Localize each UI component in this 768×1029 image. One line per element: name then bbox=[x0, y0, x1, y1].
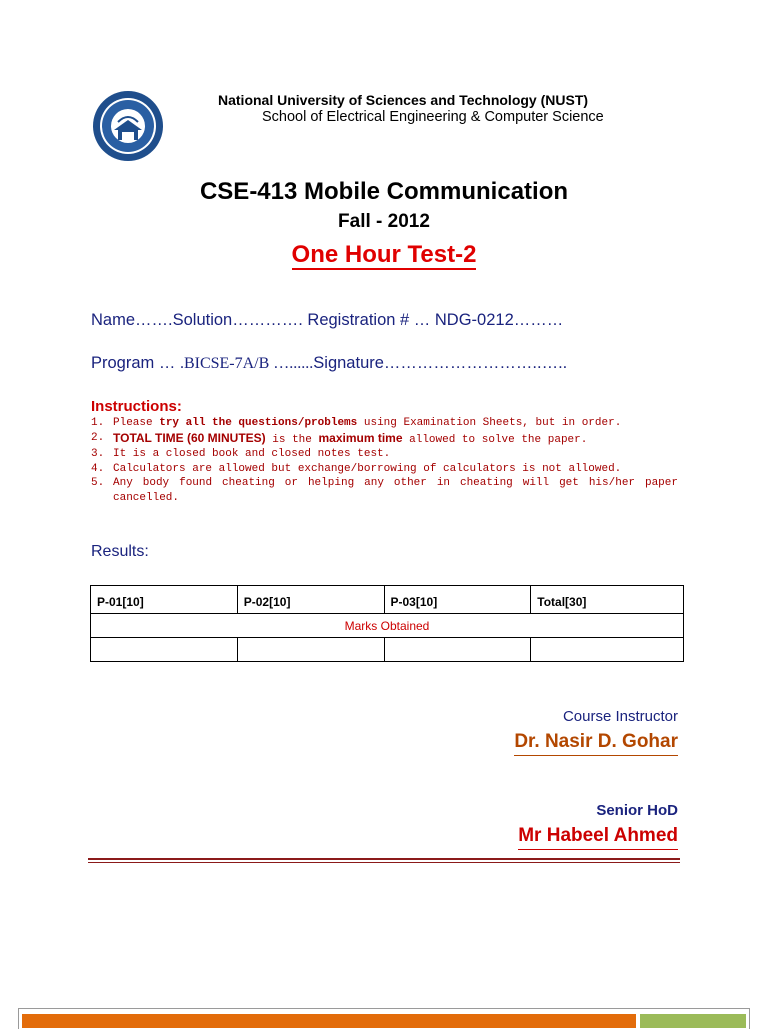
instruction-text: It is a closed book and closed notes test. bbox=[113, 448, 391, 460]
table-cell bbox=[531, 638, 684, 662]
registration-field: Registration # … NDG-0212……… bbox=[307, 311, 564, 329]
footer-orange-bar bbox=[22, 1014, 636, 1028]
instruction-item bbox=[91, 447, 678, 462]
course-title: CSE-413 Mobile Communication bbox=[199, 178, 569, 205]
instruction-text: allowed to solve the paper. bbox=[402, 433, 588, 446]
instruction-bold-text: TOTAL TIME (60 MINUTES) bbox=[113, 430, 266, 445]
results-table bbox=[90, 585, 684, 662]
results-label: Results: bbox=[91, 543, 149, 560]
name-field: Name…….Solution…………. bbox=[91, 311, 308, 329]
column-header: P-01[10] bbox=[91, 586, 238, 614]
signature-field: Signature………………………..….. bbox=[313, 354, 568, 372]
instructions-list bbox=[91, 416, 678, 505]
marks-obtained-label: Marks Obtained bbox=[91, 614, 684, 638]
table-row bbox=[91, 638, 684, 662]
table-row bbox=[91, 614, 684, 638]
table-cell bbox=[384, 638, 531, 662]
column-header: P-03[10] bbox=[384, 586, 531, 614]
instruction-bold-text: maximum time bbox=[318, 430, 403, 445]
course-instructor-name: Dr. Nasir D. Gohar bbox=[514, 731, 678, 756]
instruction-item bbox=[91, 431, 678, 448]
instruction-number: 4. bbox=[91, 462, 105, 475]
test-title bbox=[0, 241, 768, 269]
column-header: Total[30] bbox=[531, 586, 684, 614]
instruction-text: Please bbox=[113, 417, 160, 429]
instruction-item bbox=[91, 416, 678, 431]
test-title-text: One Hour Test-2 bbox=[291, 241, 477, 268]
divider bbox=[88, 862, 680, 863]
instruction-text: using Examination Sheets, but in order. bbox=[357, 417, 622, 429]
instruction-text: Any body found cheating or helping any other in cheating will get his/her paper cancelled. bbox=[113, 477, 678, 504]
instruction-text: Calculators are allowed but exchange/borrowing of calculators is not allowed. bbox=[113, 462, 622, 475]
instruction-item bbox=[91, 476, 678, 505]
instruction-number: 5. bbox=[91, 477, 105, 489]
table-cell bbox=[91, 638, 238, 662]
program-value: .BICSE-7A/B …...... bbox=[179, 355, 314, 372]
instruction-bold-text: try all the questions/problems bbox=[159, 417, 358, 429]
footer-green-bar bbox=[640, 1014, 746, 1028]
semester: Fall - 2012 bbox=[338, 211, 430, 232]
course-instructor-label: Course Instructor bbox=[562, 708, 678, 725]
name-registration-line bbox=[91, 311, 563, 330]
divider bbox=[88, 858, 680, 860]
program-signature-line bbox=[91, 354, 567, 373]
program-label: Program … bbox=[91, 354, 180, 372]
school-name: School of Electrical Engineering & Computer Science bbox=[262, 109, 604, 125]
instruction-number: 2. bbox=[91, 431, 105, 444]
university-name: National University of Sciences and Technology (NUST) bbox=[218, 92, 589, 108]
instruction-number: 1. bbox=[91, 417, 105, 429]
instruction-text: is the bbox=[265, 433, 319, 446]
senior-hod-label: Senior HoD bbox=[596, 802, 678, 819]
senior-hod-name: Mr Habeel Ahmed bbox=[518, 825, 678, 850]
nust-logo-icon bbox=[92, 90, 164, 162]
instruction-item bbox=[91, 462, 678, 477]
table-header-row bbox=[91, 586, 684, 614]
table-cell bbox=[237, 638, 384, 662]
instruction-number: 3. bbox=[91, 448, 105, 460]
instructions-heading: Instructions: bbox=[91, 398, 182, 415]
column-header: P-02[10] bbox=[237, 586, 384, 614]
